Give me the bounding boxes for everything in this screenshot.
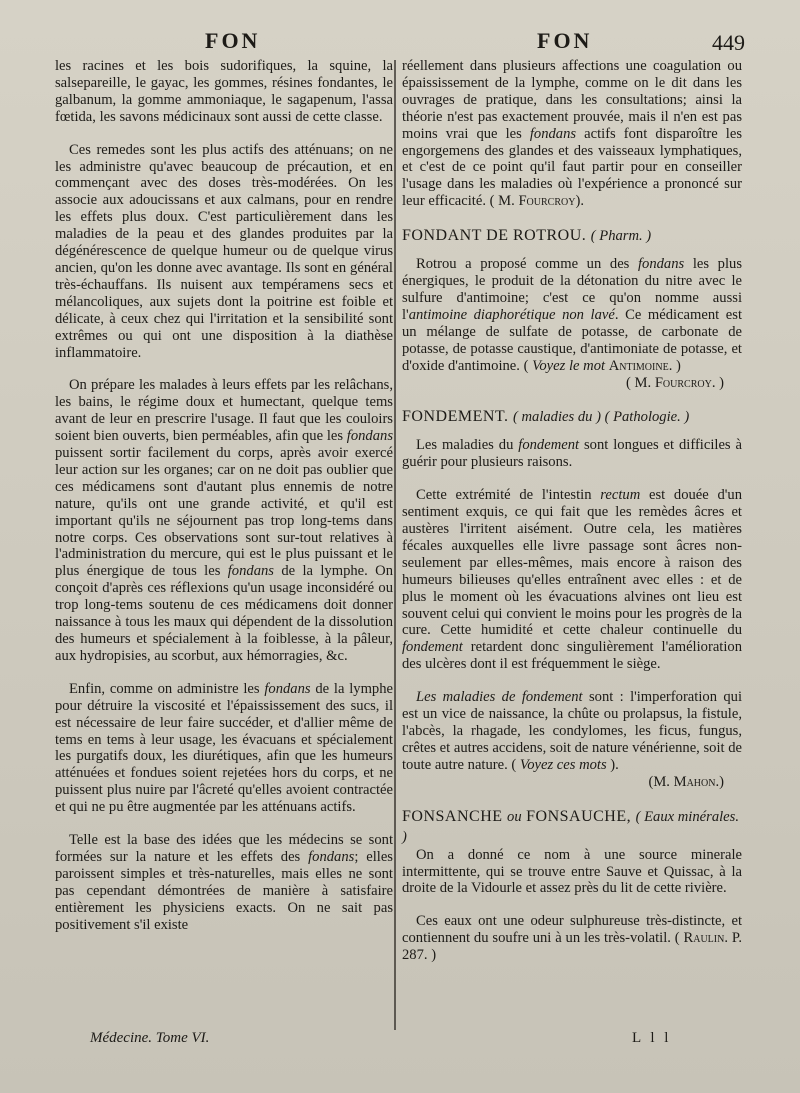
entry-title: FONSAUCHE, [521,807,632,825]
text-run: actifs font disparoître les engorgemens des glandes et des vaisseaux lymphatiques, et c'est de ce point qu'il faut partir pour en conseiller l'usage dans les maladies où l'expérience a prononcé sur leur efficacité. ( M. [402,125,743,210]
left-paragraph-1: Ces remedes sont les plus actifs des atténuans; on ne les administre qu'avec beaucoup de précaution, et en commençant avec des doses très-modérées. On les associe aux adoucissans et aux calmans, pour en rendre les effets plus doux. C'est particulièrement dans les maladies de la peau et des glandes produites par la dégénérescence de quelque humeur ou de quelque virus ancien, qu'on les donne avec avantage. Ils sont en général très-échauffans. Ils nuisent aux tempéramens secs et mélancoliques, aux sujets dont la poitrine est foible et délicate, à ceux chez qui l'irritation et la sensibilité sont extrêmes ou qui ont une disposition à la diathèse inflammatoire. [55,141,393,361]
text-run: ; elles paroissent simples et très-naturelles, mais elles ne sont pas cependant démontrées de manière à satisfaire entièrement les physiciens exacts. On ne sait pas positivement s'il existe [55,848,393,933]
right-paragraph-0 [402,58,742,210]
term-fondans: fondans [308,848,355,865]
left-paragraph-4 [55,832,393,933]
entry-body-fonsanche-1: On a donné ce nom à une source minerale intermittente, qui se trouve entre Sauve et Quissac, à la droite de la Vidourle et assez près du lit de cette rivière. [402,846,742,897]
cross-reference: Voyez ces mots [519,756,607,773]
text-run: ). [606,756,619,773]
text-run: les plus énergiques, le produit de la détonation du nitre avec le sulfure d'antimoine; c'est ce qu'on nomme aussi l' [402,256,742,323]
term-fondans: fondans [637,256,685,273]
text-run: Telle est la base des idées que les médecins se sont formées sur la nature et les effets des [55,832,393,865]
text-run: puissent sortir facilement du corps, après avoir exercé leur action sur les organes; car on ne doit pas oublier que ces médicamens sont d'autant plus ennemis de notre nature, qu'ils ont une grande activité, et qu'il est important qu'ils ne séjournent pas trop long-tems dans notre corps. Ces observations sont sur-tout relatives à l'administration du mercure, qui est le plus puissant et le plus énergique de tous les [55,445,393,580]
author-name: Raulin [683,930,725,947]
term-fondement: fondement [518,437,580,454]
text-run: sont longues et difficiles à guérir pour plusieurs raisons. [402,437,742,471]
term-fondans: fondans [346,428,393,445]
entry-body-fondant-de-rotrou [402,256,742,374]
term-fondans: fondans [227,563,274,580]
right-column [402,58,742,964]
text-run: de la lymphe pour détruire la viscosité et l'épaississement des sucs, il est nécessaire de leur faire succéder, et d'allier même de tems en tems à leur usage, les évacuans et spécialement les purgatifs doux, les diurétiques, afin que les humeurs atténuées et fondues soient rejetées hors du corps, et ne puissent plus nuire par l'âcreté qu'elles avoient contractée et qui ne pu être augmentée par les atténuans actifs. [55,680,393,816]
left-paragraph-2 [55,377,393,664]
text-run: On prépare les malades à leurs effets par les relâchans, les bains, le régime doux et humectant, quelque tems avant de leur en prescrire l'usage. Il faut que les couloirs soient bien ouverts, bien perméables, afin que les [55,377,393,445]
author-name: Fourcroy [518,193,576,210]
text-run: retardent donc singulièrement l'amélioration des ulcères dont il est fréquemment le siège. [402,639,742,673]
text-run: .) [715,773,724,790]
entry-body-fondement-3 [402,689,742,774]
entry-title-conjunction: ou [507,808,522,825]
cross-reference: Voyez le mot [532,357,606,374]
entry-body-fondement-2 [402,487,742,673]
text-run: (M. [648,773,674,790]
text-run: Les maladies du [416,437,519,454]
left-paragraph-3 [55,681,393,816]
text-run: ). [575,193,584,210]
entry-title: FONDEMENT. [402,408,509,426]
author-name: Fourcroy [654,374,712,391]
signature-mark-right: L l l [632,1030,672,1046]
page-number: 449 [712,30,745,55]
term-fondans: fondans [264,680,311,697]
left-paragraph-0: les racines et les bois sudorifiques, la squine, la salsepareille, le gayac, les gommes, résines fondantes, le galbanum, la gomme ammoniaque, le sagapenum, l'assa fœtida, les savons médicinaux sont aussi de cette classe. [55,58,393,125]
entry-category: ( Pharm. ) [590,228,652,245]
column-rule [394,60,396,1030]
author-name: Mahon [673,773,716,790]
entry-title: FONDANT DE ROTROU. [402,227,587,245]
signature-mark-left: Médecine. Tome VI. [90,1030,210,1046]
running-head-left: FON [205,28,261,53]
text-run: réellement dans plusieurs affections une coagulation ou épaississement de la lymphe, comme on le dit dans les ouvrages de pratique, dans les consultations; ainsi la théorie n'est pas exactement prouvée, mais il n'en est pas moins vrai que les [402,58,742,142]
text-run: . P. 287. ) [402,930,742,964]
entry-body-fonsanche-2 [402,913,742,964]
text-run: Cette extrémité de l'intestin [416,487,601,504]
term-fondement: fondement [402,639,463,656]
text-run: . ) [711,374,724,391]
text-run: est douée d'un sentiment exquis, ce qui fait que les remèdes âcres et austères l'irritent aisément. Outre cela, les matières fécales auxquelles elle livre passage sont âcres non-seulement par elles-mêmes, mais encore à raison des humeurs bilieuses qu'elles entraînent avec elles : et de plus le moment où les évacuations alvines ont lieu est souvent celui qui convient le moins pour les progrès de la cure. Cette humidité et cette chaleur continuelle du [402,487,742,639]
term-rectum: rectum [600,487,641,504]
entry-heading-fonsanche [402,807,742,847]
term-antimoine: antimoine diaphorétique non lavé [408,306,615,323]
text-run: . Ce médicament est un mélange de sulfate de potasse, de carbonate de potasse, de potasse caustique, d'antimoniate de potasse, et d'oxide d'antimoine. ( [402,306,742,374]
entry-body-fondement-1 [402,437,742,471]
entry-category: ( maladies du ) ( Pathologie. ) [512,409,690,426]
entry-category: ( Eaux minérales. ) [402,808,739,845]
text-run: . ) [668,357,681,374]
entry-signature [402,774,742,791]
entry-heading-fondement [402,407,742,427]
text-run: Rotrou a proposé comme un des [416,256,638,273]
text-run: de la lymphe. On conçoit d'après ces réflexions qu'un usage inconsidéré ou trop long-tems soutenu de ces médicamens doit donner naissance à tous les maux qui dépendent de la dissolution des humeurs et spécialement à la foiblesse, à la pâleur, aux hydropisies, au scorbut, aux hémorragies, &c. [55,563,393,664]
text-run: Enfin, comme on administre les [69,680,265,697]
term-fondans: fondans [529,125,577,142]
entry-heading-fondant-de-rotrou [402,226,742,246]
text-run: sont : l'imperforation qui est un vice de naissance, la chûte ou prolapsus, la fistule, l'abcès, la rhagade, les condylomes, les ficus, fungus, crêtes et autres accidens, soit de nature vénérienne, soit de toute autre nature. ( [402,689,742,773]
cross-reference-term: Antimoine [608,357,669,374]
running-head-right: FON [537,28,593,53]
left-column [55,58,393,934]
text-run: Ces eaux ont une odeur sulphureuse très-distincte, et contiennent du soufre uni à un les très-volatil. ( [402,913,742,947]
entry-title: FONSANCHE [402,807,508,825]
text-run: ( M. [626,374,655,391]
entry-signature [402,375,742,392]
term-maladies-de-fondement: Les maladies de fondement [416,689,583,706]
